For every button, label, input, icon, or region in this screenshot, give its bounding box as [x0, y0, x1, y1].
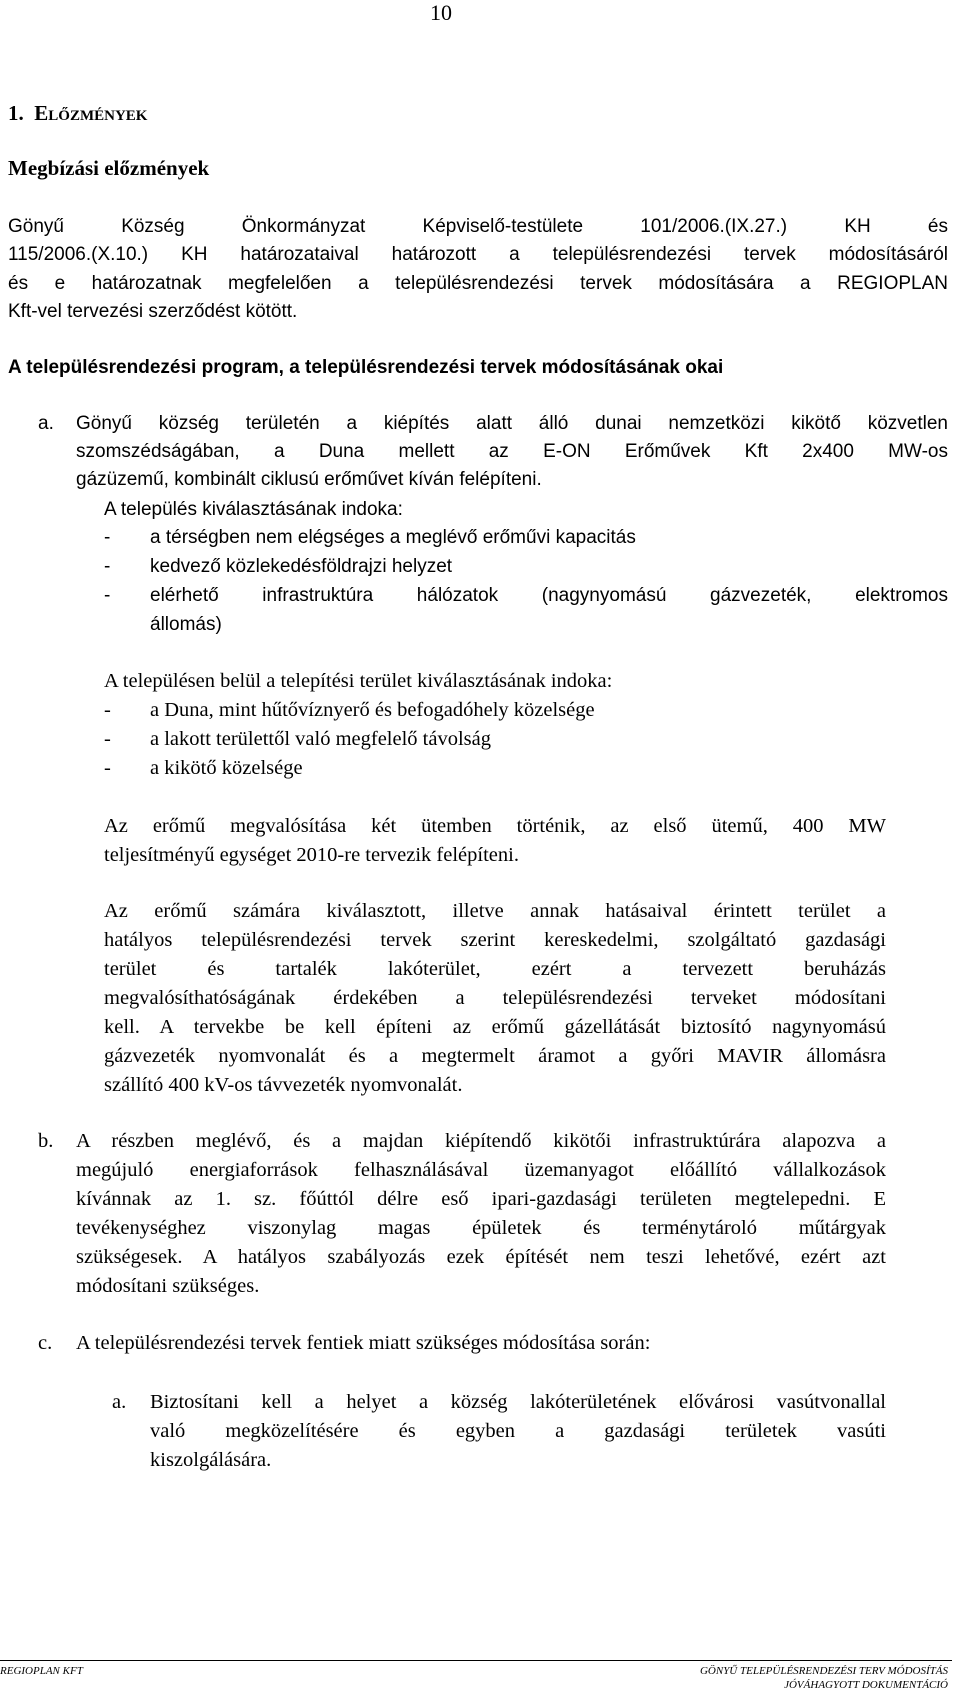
item-b-line-4: tevékenységhez viszonylag magas épületek és terménytároló műtárgyak [76, 1217, 886, 1239]
subheading-mandate-history: Megbízási előzmények [8, 156, 210, 180]
area-line-4: megvalósíthatóságának érdekében a településrendezési terveket módosítani [104, 987, 886, 1009]
item-a-line-2: szomszédságában, a Duna mellett az E-ON Erőművek Kft 2x400 MW-os [76, 441, 948, 462]
settlement-reason-item: a térségben nem elégséges a meglévő erőművi kapacitás [150, 527, 636, 548]
site-reason-item: a Duna, mint hűtővíznyerő és befogadóhely közelsége [150, 699, 595, 721]
section-number: 1. [8, 101, 24, 125]
area-line-3: terület és tartalék lakóterület, ezért a tervezett beruházás [104, 958, 886, 980]
item-c-sub-a-line-1: Biztosítani kell a helyet a község lakóterületének elővárosi vasútvonallal [150, 1391, 886, 1413]
footer-rule [0, 1660, 952, 1661]
settlement-reason-title: A település kiválasztásának indoka: [104, 499, 403, 520]
item-b-line-3: kívánnak az 1. sz. főúttól délre eső ipari-gazdasági területen megtelepedni. E [76, 1188, 886, 1210]
item-a-line-1: Gönyű község területén a kiépítés alatt álló dunai nemzetközi kikötő közvetlen [76, 413, 948, 434]
footer-right-2: JÓVÁHAGYOTT DOKUMENTÁCIÓ [784, 1679, 948, 1691]
settlement-reason-item: kedvező közlekedésföldrajzi helyzet [150, 556, 453, 577]
item-b-line-5: szükségesek. A hatályos szabályozás ezek építését nem teszi lehetővé, ezért azt [76, 1246, 886, 1268]
bullet-dash: - [104, 757, 111, 779]
footer-right-1: GÖNYŰ TELEPÜLÉSRENDEZÉSI TERV MÓDOSÍTÁS [699, 1665, 948, 1677]
item-c-line: A településrendezési tervek fentiek miatt szükséges módosítása során: [76, 1332, 651, 1354]
bullet-dash: - [104, 699, 111, 721]
area-line-2: hatályos településrendezési tervek szerint kereskedelmi, szolgáltató gazdasági [104, 929, 886, 951]
bullet-dash: - [104, 527, 111, 548]
site-reason-item: a lakott területtől való megfelelő távolság [150, 728, 491, 750]
bullet-dash: - [104, 556, 111, 577]
site-reason-item: a kikötő közelsége [150, 757, 303, 779]
page-number: 10 [430, 0, 452, 25]
bullet-dash: - [104, 585, 111, 606]
item-a-line-3: gázüzemű, kombinált ciklusú erőművet kíván felépíteni. [76, 469, 542, 490]
schedule-line-2: teljesítményű egységet 2010-re tervezik felépíteni. [104, 844, 519, 866]
section-heading [8, 100, 147, 129]
item-b-line-2: megújuló energiaforrások felhasználásával üzemanyagot előállító vállalkozások [76, 1159, 886, 1181]
settlement-reason-item-cont: állomás) [150, 614, 222, 635]
intro-line-1: Gönyű Község Önkormányzat Képviselő-testülete 101/2006.(IX.27.) KH és [8, 216, 948, 237]
item-c-sub-a-marker: a. [112, 1391, 127, 1413]
item-b-line-6: módosítani szükséges. [76, 1275, 260, 1297]
footer-left: REGIOPLAN KFT [0, 1665, 83, 1677]
item-a-marker: a. [38, 413, 54, 434]
item-c-sub-a-line-3: kiszolgálására. [150, 1449, 272, 1471]
item-c-marker: c. [38, 1332, 53, 1354]
area-line-1: Az erőmű számára kiválasztott, illetve annak hatásaival érintett terület a [104, 900, 886, 922]
item-b-line-1: A részben meglévő, és a majdan kiépítendő kikötői infrastruktúrára alapozva a [76, 1130, 886, 1152]
section-title-rest: LŐZMÉNYEK [48, 108, 148, 124]
intro-line-3: és e határozatnak megfelelően a településrendezési tervek módosítására a REGIOPLAN [8, 273, 948, 294]
subheading-program-reasons: A településrendezési program, a településrendezési tervek módosításának okai [8, 357, 724, 378]
site-reason-title: A településen belül a telepítési terület kiválasztásának indoka: [104, 670, 613, 692]
area-line-6: gázvezeték nyomvonalát és a megtermelt áramot a győri MAVIR állomásra [104, 1045, 886, 1067]
schedule-line-1: Az erőmű megvalósítása két ütemben történik, az első ütemű, 400 MW [104, 815, 886, 837]
area-line-5: kell. A tervekbe be kell építeni az erőmű gázellátását biztosító nagynyomású [104, 1016, 886, 1038]
item-c-sub-a-line-2: való megközelítésére és egyben a gazdasági területek vasúti [150, 1420, 886, 1442]
intro-line-4: Kft-vel tervezési szerződést kötött. [8, 301, 298, 322]
settlement-reason-item: elérhető infrastruktúra hálózatok (nagynyomású gázvezeték, elektromos [150, 585, 948, 606]
section-initial: E [34, 101, 49, 125]
intro-line-2: 115/2006.(X.10.) KH határozataival határozott a településrendezési tervek módosításáról [8, 244, 948, 265]
area-line-7: szállító 400 kV-os távvezeték nyomvonalát. [104, 1074, 463, 1096]
bullet-dash: - [104, 728, 111, 750]
item-b-marker: b. [38, 1130, 54, 1152]
